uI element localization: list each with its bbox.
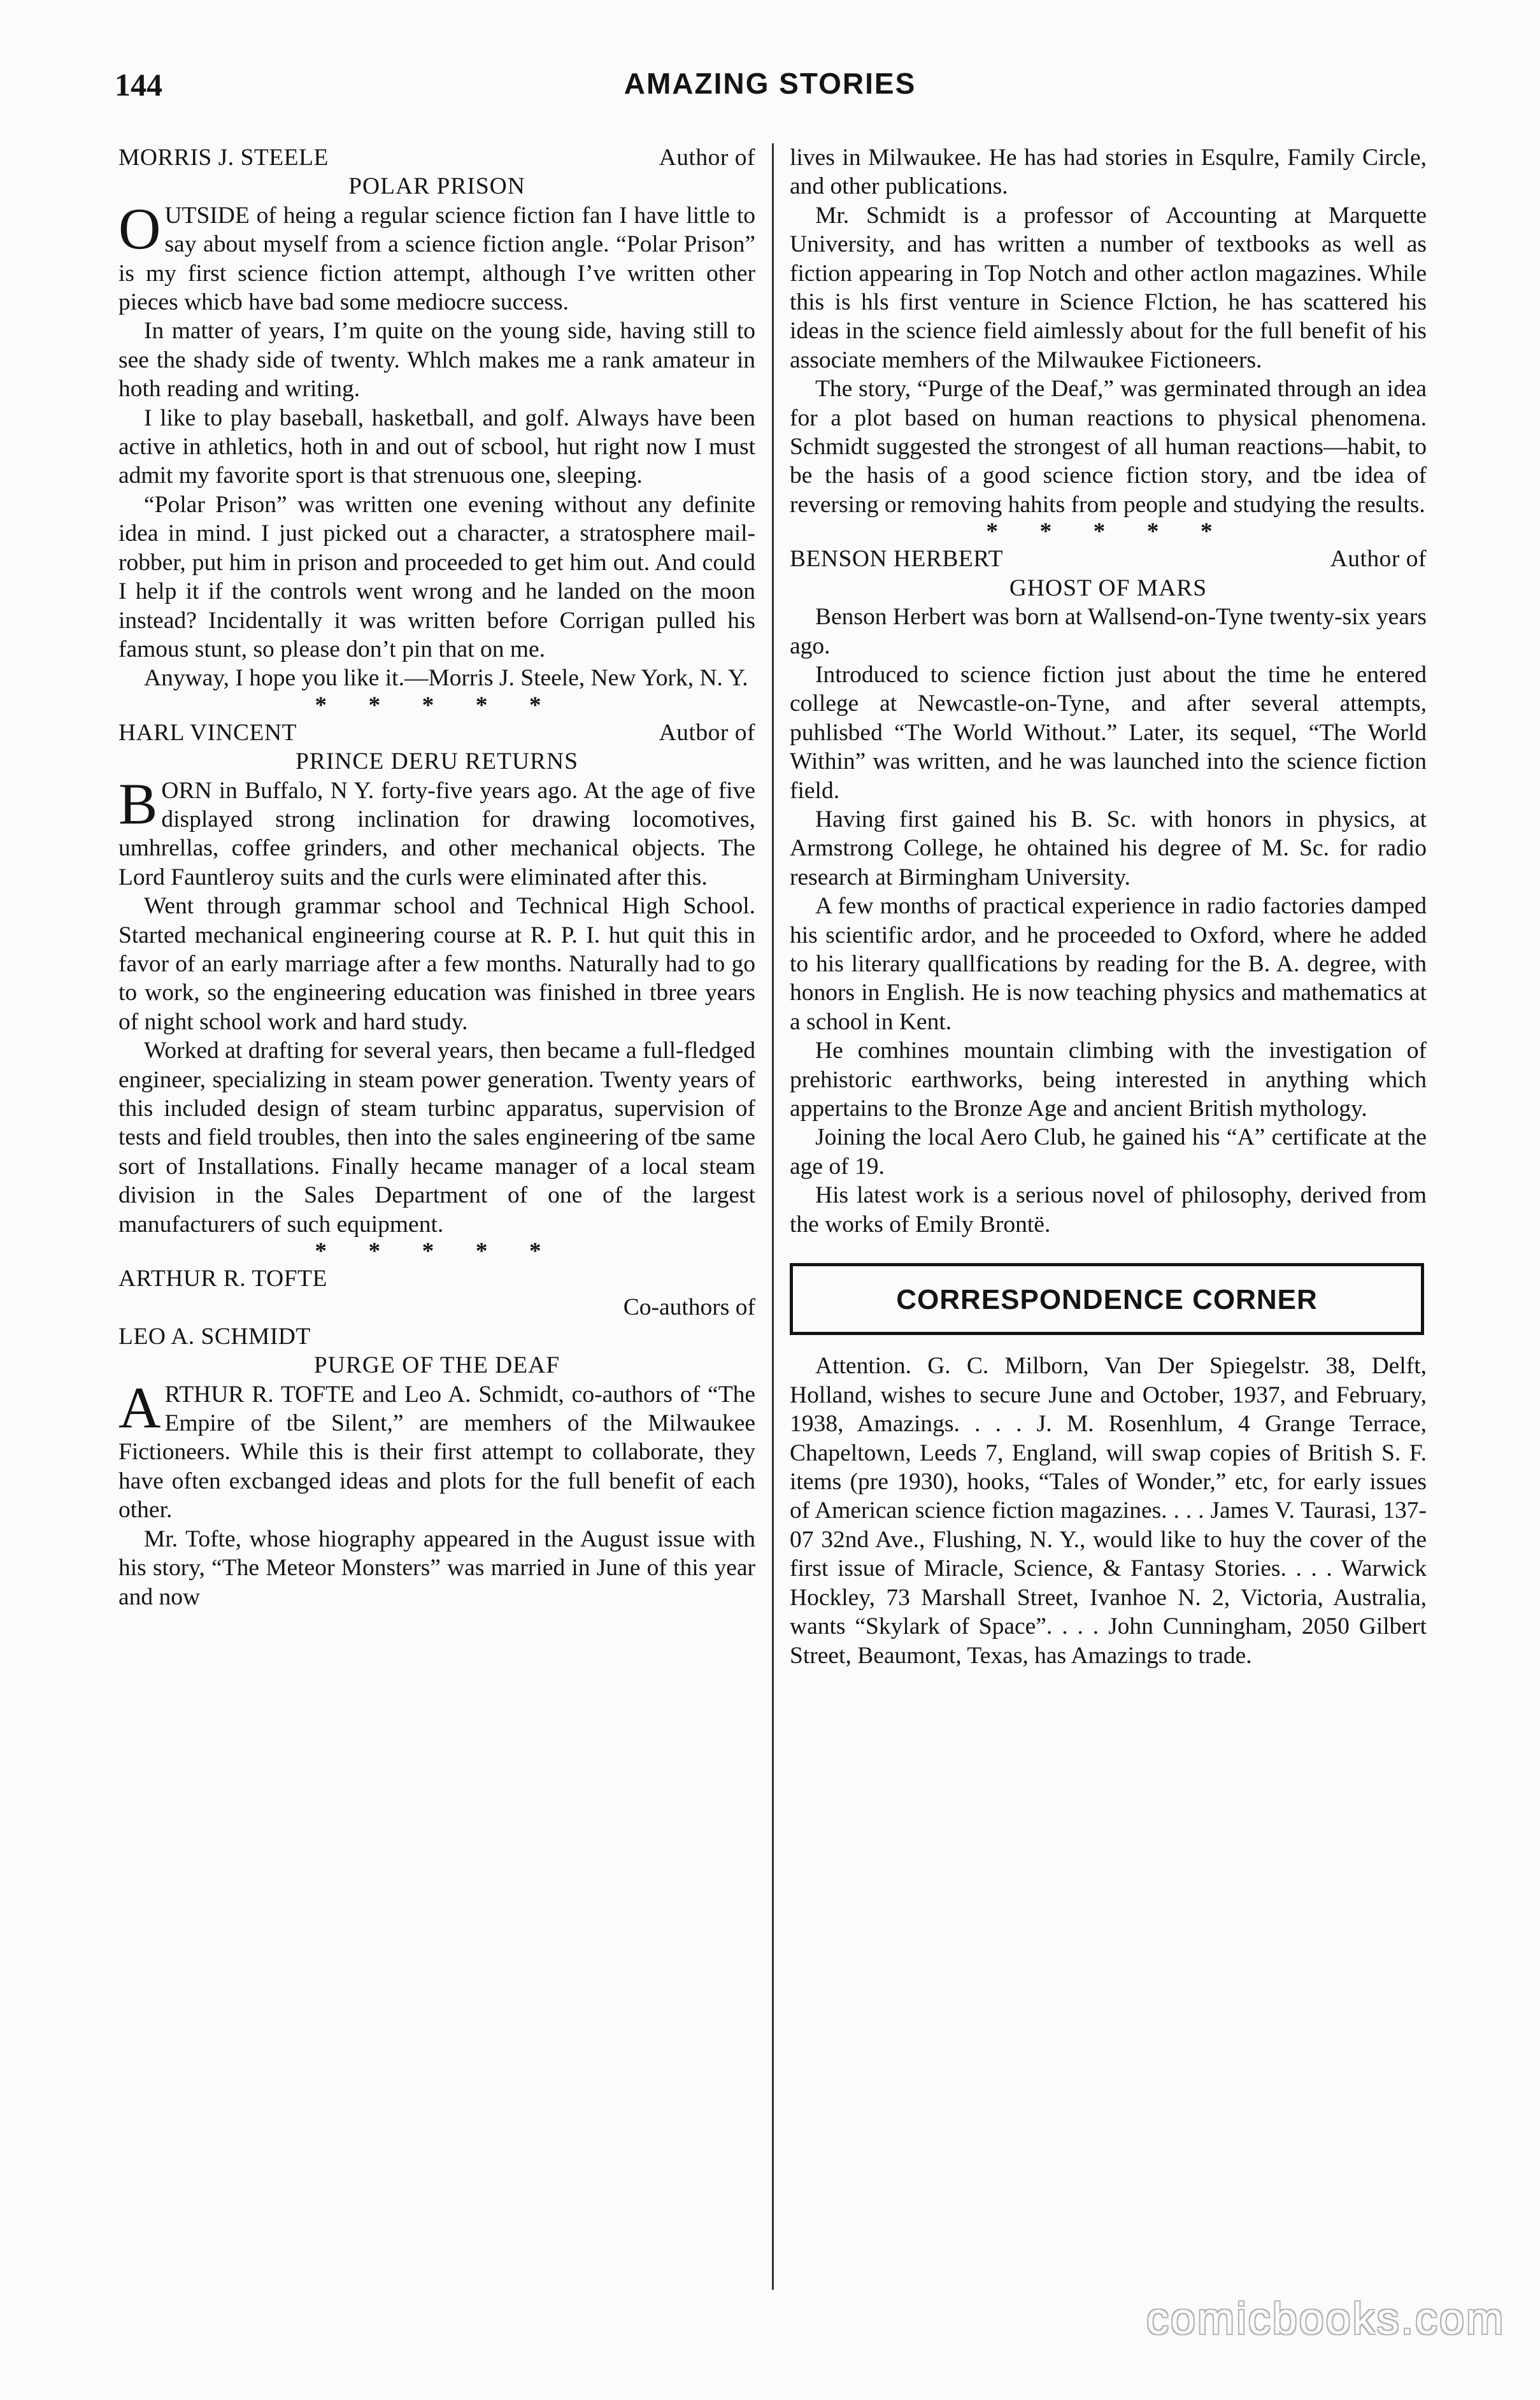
magazine-title: AMAZING STORIES bbox=[624, 67, 916, 100]
author-role: Author of bbox=[659, 145, 755, 171]
herbert-heading bbox=[790, 545, 1427, 573]
watermark: comicbooks.com bbox=[1146, 2294, 1506, 2343]
paragraph: Joining the local Aero Club, he gained his “A” certificate at the age of 19. bbox=[790, 1124, 1427, 1180]
schmidt-heading bbox=[118, 1322, 755, 1351]
author-name: BENSON HERBERT bbox=[790, 546, 1003, 573]
paragraph: lives in Milwaukee. He has had stories in Esqulre, Family Circle, and other publications. bbox=[790, 145, 1427, 200]
paragraph: “Polar Prison” was written one evening without any definite idea in mind. I just picked out a character, a stratosphere mail-robber, put him in prison and proceeded to get him out. And could I help it if the controls went wrong and he landed on the moon instead? Incidentally it was written before Corrigan pulled his famous stunt, so please don’t pin that on me. bbox=[118, 491, 755, 662]
correspondence-corner-heading: CORRESPONDENCE CORNER bbox=[790, 1263, 1424, 1335]
column-rule bbox=[772, 143, 774, 2290]
section-divider: * * * * * bbox=[315, 692, 559, 718]
author-name: ARTHUR R. TOFTE bbox=[118, 1266, 327, 1292]
drop-cap: B bbox=[118, 771, 158, 836]
paragraph: Benson Herbert was born at Wallsend-on-Tyne twenty-six years ago. bbox=[790, 604, 1427, 659]
story-title: PRINCE DERU RETURNS bbox=[295, 748, 579, 775]
paragraph: Anyway, I hope you like it.—Morris J. Steele, New York, N. Y. bbox=[144, 665, 748, 692]
drop-cap: A bbox=[118, 1375, 161, 1440]
author-role: Author of bbox=[1330, 546, 1427, 573]
author-role: Autbor of bbox=[659, 719, 755, 746]
paragraph: Mr. Schmidt is a professor of Accounting at Marquette University, and has written a number of textbooks as well as fiction appearing in Top Notch and other actlon magazines. While this is hls first venture in Science Flction, he has scattered his ideas in the science field aimlessly about for the full benefit of his associate memhers of the Milwaukee Fictioneers. bbox=[790, 202, 1427, 373]
story-title: GHOST OF MARS bbox=[1009, 575, 1208, 601]
author-name: HARL VINCENT bbox=[118, 719, 297, 746]
paragraph: Mr. Tofte, whose hiography appeared in the August issue with his story, “The Meteor Monsters” was married in June of this year and now bbox=[118, 1525, 755, 1610]
tofte-heading bbox=[118, 1264, 755, 1293]
paragraph: Went through grammar school and Technical High School. Started mechanical engineering course at R. P. I. hut quit this in favor of an early marriage after a few months. Naturally had to go to work, so the engineering education was finished in tbree years of night school work and hard study. bbox=[118, 893, 755, 1035]
paragraph: His latest work is a serious novel of philosophy, derived from the works of Emily Brontë. bbox=[790, 1182, 1427, 1238]
paragraph: Having first gained his B. Sc. with honors in physics, at Armstrong College, he ohtained his degree of M. Sc. for radio research at Birmingham University. bbox=[790, 806, 1427, 890]
paragraph: The story, “Purge of the Deaf,” was germinated through an idea for a plot based on human reactions to physical phenomena. Schmidt suggested the strongest of all human reactions—habit, to be the hasis of a good science fiction story, and tbe idea of reversing or removing hahits from people and studying the results. bbox=[790, 376, 1427, 518]
paragraph: ARTHUR R. TOFTE and Leo A. Schmidt, co-authors of “The Empire of tbe Silent,” are memhers of the Milwaukee Fictioneers. While this is their first attempt to collaborate, they have often excbanged ideas and plots for the full benefit of each other. bbox=[118, 1375, 755, 1524]
steele-heading bbox=[118, 143, 755, 172]
left-column bbox=[118, 143, 755, 1611]
right-column bbox=[790, 143, 1427, 1670]
paragraph: OUTSIDE of heing a regular science fiction fan I have little to say about myself from a science fiction angle. “Polar Prison” is my first science fiction attempt, although I’ve written other pieces whicb have bad some mediocre success. bbox=[118, 196, 755, 316]
author-role: Co-authors of bbox=[623, 1294, 755, 1321]
paragraph: Introduced to science fiction just about the time he entered college at Newcastle-on-Tyne, and after several attempts, puhlisbed “The World Without.” Later, its sequel, “The World Within” was written, and he was launched into the science fiction field. bbox=[790, 661, 1427, 804]
paragraph: I like to play baseball, hasketball, and golf. Always have been active in athletics, hoth in and out of scbool, hut right now I must admit my favorite sport is that strenuous one, sleeping. bbox=[118, 404, 755, 489]
section-divider: * * * * * bbox=[315, 1238, 559, 1265]
paragraph: BORN in Buffalo, N Y. forty-five years ago. At the age of five displayed strong inclination for drawing locomotives, umhrellas, coffee grinders, and other mechanical objects. The Lord Fauntleroy suits and the curls were eliminated after this. bbox=[118, 771, 755, 890]
section-divider: * * * * * bbox=[986, 518, 1230, 545]
author-name: LEO A. SCHMIDT bbox=[118, 1323, 311, 1350]
paragraph: A few months of practical experience in radio factories damped his scientific ardor, and he proceeded to Oxford, where he added to his literary quallfications by reading for the B. A. degree, with honors in English. He is now teaching physics and mathematics at a school in Kent. bbox=[790, 893, 1427, 1035]
paragraph: Worked at drafting for several years, then became a full-fledged engineer, specializing in steam power generation. Twenty years of this included design of steam turbinc apparatus, supervision of tests and field troubles, then into the sales engineering of tbe same sort of Installations. Finally hecame manager of a local steam division in the Sales Department of one of the largest manufacturers of such equipment. bbox=[118, 1038, 755, 1238]
page-number: 144 bbox=[115, 67, 162, 103]
paragraph: He comhines mountain climbing with the investigation of prehistoric earthworks, being interested in anything which appertains to the Bronze Age and ancient British mythology. bbox=[790, 1038, 1427, 1122]
paragraph: In matter of years, I’m quite on the young side, having still to see the shady side of twenty. Whlch makes me a rank amateur in hoth reading and writing. bbox=[118, 318, 755, 403]
correspondence-text: Attention. G. C. Milborn, Van Der Spiegelstr. 38, Delft, Holland, wishes to secure June and October, 1937, and February, 1938, Amazings. . . . J. M. Rosenhlum, 4 Grange Terrace, Chapeltown, Leeds 7, England, will swap copies of British S. F. items (pre 1930), hooks, “Tales of Wonder,” etc, for early issues of American science fiction magazines. . . . James V. Taurasi, 137-07 32nd Ave., Flushing, N. Y., would like to huy the cover of the first issue of Miracle, Science, & Fantasy Stories. . . . Warwick Hockley, 73 Marshall Street, Ivanhoe N. 2, Victoria, Australia, wants “Skylark of Space”. . . . John Cunningham, 2050 Gilbert Street, Beaumont, Texas, has Amazings to trade. bbox=[790, 1353, 1427, 1669]
story-title: POLAR PRISON bbox=[348, 173, 525, 200]
story-title: PURGE OF THE DEAF bbox=[313, 1352, 560, 1379]
author-name: MORRIS J. STEELE bbox=[118, 145, 329, 171]
vincent-heading bbox=[118, 718, 755, 747]
drop-cap: O bbox=[118, 196, 161, 261]
